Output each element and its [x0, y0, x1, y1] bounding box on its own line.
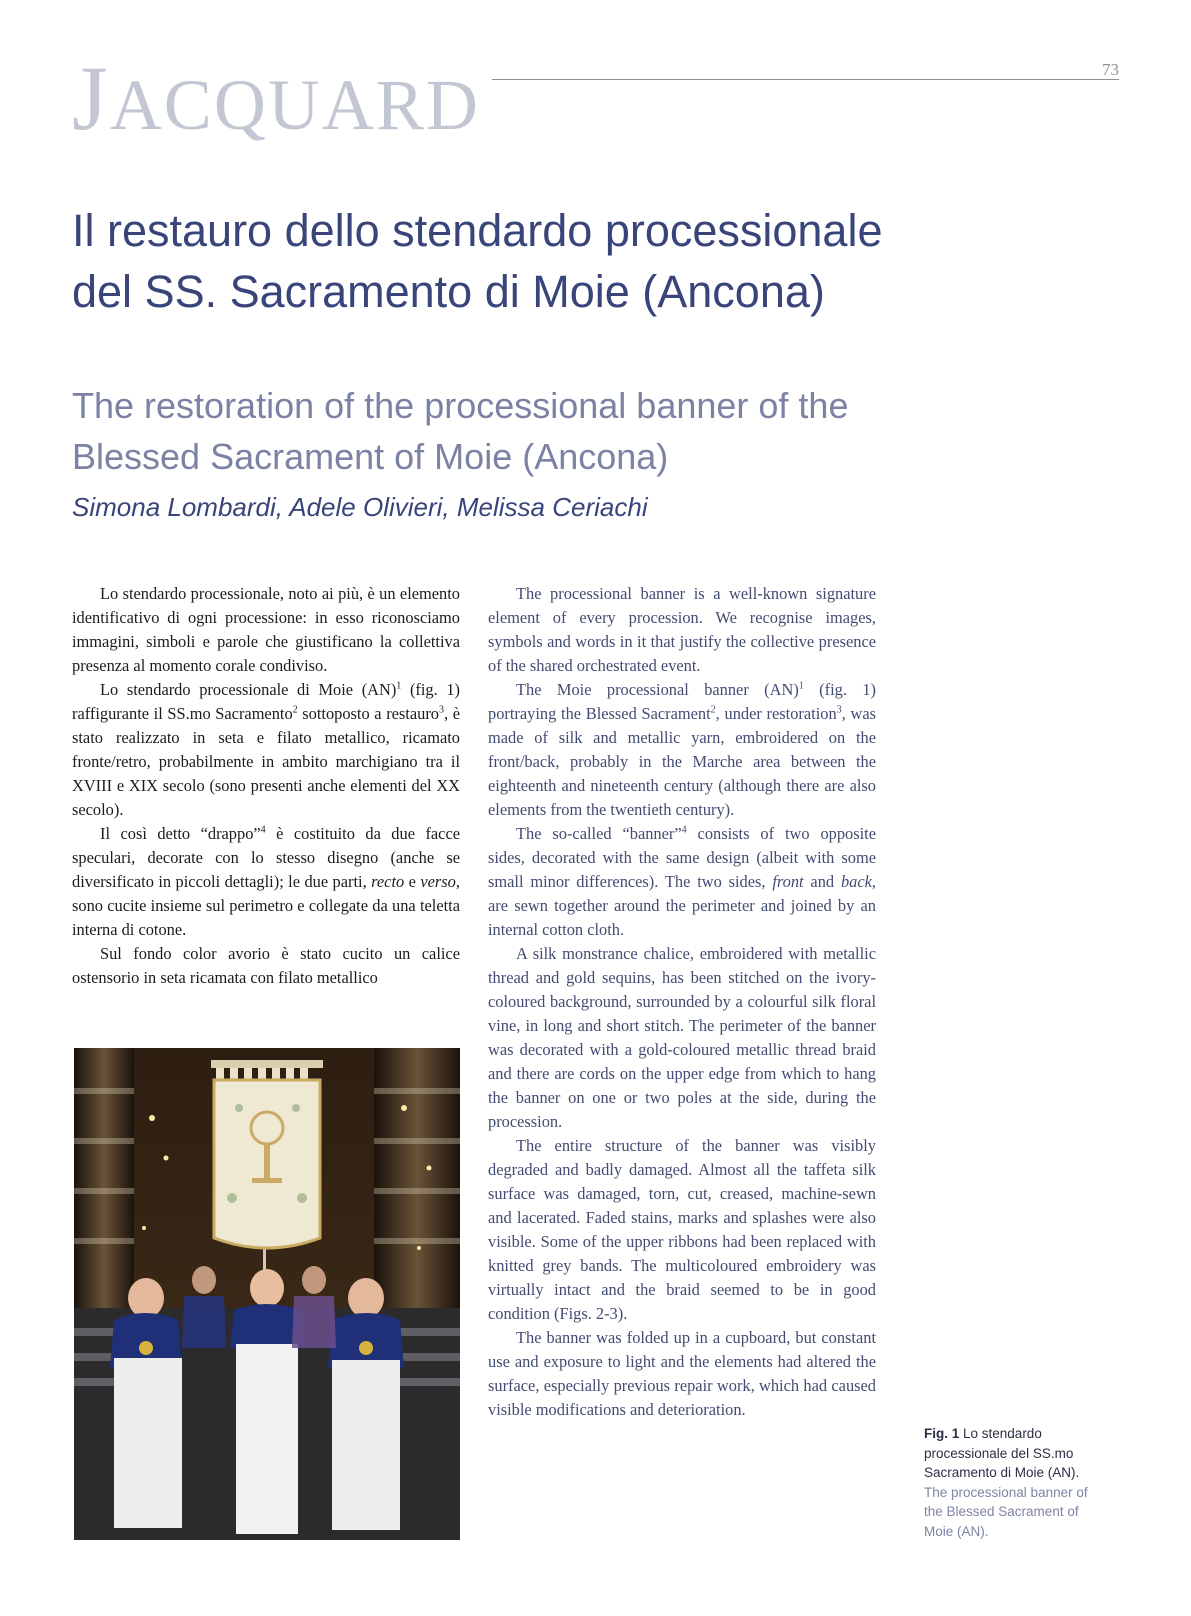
italian-paragraph-1: Lo stendardo processionale, noto ai più, è un elemento identificativo di ogni processione: in esso riconosciamo immagini, simboli e parole che giustificano la collettiva presenza al momento corale condiviso. [72, 584, 460, 675]
caption-italian: Fig. 1 Lo stendardo processionale del SS.mo Sacramento di Moie (AN). [924, 1426, 1080, 1480]
english-paragraph-2: The Moie processional banner (AN)$^1$ (fig. 1) portraying the Blessed Sacrament$^2$, under restoration$^3$, was made of silk and metallic yarn, embroidered on the front/back, probably in the Marche area between the eighteenth and nineteenth century (although there are also elements from the twentieth century). [488, 680, 876, 819]
footnote-ref: 3 [439, 704, 444, 716]
caption-english: The processional banner of the Blessed Sacrament of Moie (AN). [924, 1484, 1088, 1539]
italian-text-column [72, 582, 460, 990]
footnote-ref: 3 [836, 704, 842, 716]
english-paragraph-6: The banner was folded up in a cupboard, but constant use and exposure to light and the elements had altered the surface, especially previous repair work, which had caused visible modifications and deterioration. [488, 1328, 876, 1419]
footnote-ref: 4 [681, 824, 687, 836]
english-text-column [488, 582, 876, 1422]
figure-caption [924, 1424, 1104, 1541]
journal-masthead [72, 47, 480, 149]
article-title-english: The restoration of the processional banner of the Blessed Sacrament of Moie (Ancona) [72, 385, 849, 477]
english-paragraph-1: The processional banner is a well-known signature element of every procession. We recognise images, symbols and words in it that justify the collective presence of the shared orchestrated event. [488, 584, 876, 675]
figure-label: Fig. 1 [924, 1426, 960, 1441]
footnote-ref: 4 [260, 824, 266, 836]
footnote-ref: 1 [396, 680, 402, 692]
footnote-ref: 1 [798, 680, 804, 692]
italian-paragraph-4: Sul fondo color avorio è stato cucito un calice ostensorio in seta ricamata con filato metallico [72, 944, 460, 987]
english-paragraph-3: The so-called “banner”$^4$ consists of two opposite sides, decorated with the same design (albeit with some small minor differences). The two sides, front and back, are sewn together around the perimeter and joined by an internal cotton cloth. [488, 824, 876, 939]
italian-paragraph-2: Lo stendardo processionale di Moie (AN)$^1$ (fig. 1) raffigurante il SS.mo Sacramento$^2$ sottoposto a restauro$^3$, è stato realizzato in seta e filato metallico, ricamato fronte/retro, probabilmente in ambito marchigiano tra il XVIII e XIX secolo (sono presenti anche elementi del XX secolo). [72, 680, 460, 819]
page-number: 73 [1102, 60, 1119, 79]
masthead-initial: J [72, 47, 110, 149]
procession-photo [74, 1048, 460, 1540]
footnote-ref: 2 [710, 704, 716, 716]
article-title-italian: Il restauro dello stendardo processionale del SS. Sacramento di Moie (Ancona) [72, 205, 883, 317]
masthead-rest: ACQUARD [109, 65, 480, 145]
footnote-ref: 2 [292, 704, 298, 716]
procession-photo-illustration [74, 1048, 460, 1540]
english-paragraph-5: The entire structure of the banner was visibly degraded and badly damaged. Almost all the taffeta silk surface was damaged, torn, cut, creased, machine-sewn and lacerated. Faded stains, marks and splashes were also visible. Some of the upper ribbons had been replaced with knitted grey bands. The multicoloured embroidery was virtually intact and the braid seemed to be in good condition (Figs. 2-3). [488, 1136, 876, 1323]
italian-paragraph-3: Il così detto “drappo”$^4$ è costituito da due facce speculari, decorate con lo stesso disegno (anche se diversificato in piccoli dettagli); le due parti, recto e verso, sono cucite insieme sul perimetro e collegate da una teletta interna di cotone. [72, 824, 461, 939]
article-authors: Simona Lombardi, Adele Olivieri, Melissa Ceriachi [72, 492, 648, 522]
english-paragraph-4: A silk monstrance chalice, embroidered with metallic thread and gold sequins, has been stitched on the ivory-coloured background, surrounded by a colourful silk floral vine, in long and short stitch. The perimeter of the banner was decorated with a gold-coloured metallic thread braid and there are cords on the upper edge from which to hang the banner on one or two poles at the side, during the procession. [488, 944, 876, 1131]
header-rule [492, 79, 1119, 80]
